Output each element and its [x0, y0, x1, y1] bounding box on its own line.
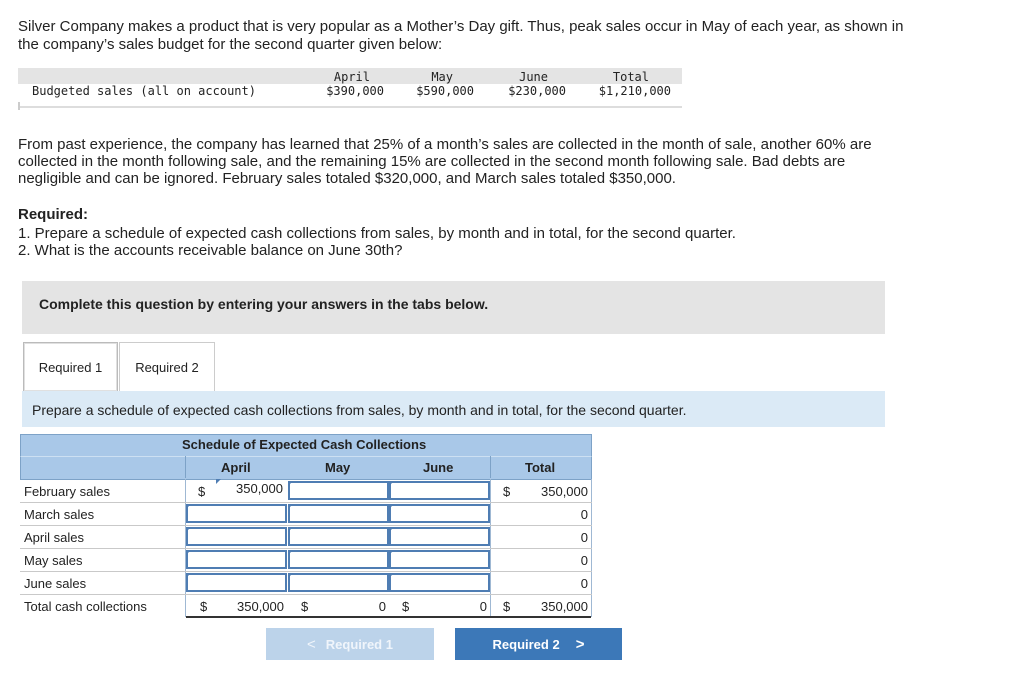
tab-prompt-text: Prepare a schedule of expected cash collections from sales, by month and in total, for the second quarter.	[32, 402, 687, 418]
next-button-label: Required 2	[492, 636, 560, 652]
budget-value-may: $590,000	[416, 84, 474, 98]
budget-month-june: June	[519, 70, 548, 84]
chevron-right-icon: >	[575, 635, 585, 653]
june-april-input[interactable]	[186, 573, 287, 592]
may-june-input[interactable]	[389, 550, 490, 569]
instruction-text: Complete this question by entering your answers in the tabs below.	[39, 296, 489, 312]
row-line	[20, 571, 592, 572]
june-total: 0	[580, 576, 588, 591]
march-june-input[interactable]	[389, 504, 490, 523]
tab-prompt-bar	[22, 391, 885, 427]
intro-line-2: the company’s sales budget for the second quarter given below:	[18, 36, 443, 53]
budget-footer-tick	[18, 102, 20, 110]
collection-line-2: collected in the month following sale, and the remaining 15% are collected in the second month following sale. Bad debts are	[18, 153, 846, 170]
currency-sign: $	[198, 484, 206, 499]
cash-collections-schedule	[20, 434, 592, 618]
row-label-april: April sales	[24, 530, 84, 545]
may-total: 0	[580, 553, 588, 568]
next-required-2-button[interactable]	[455, 628, 622, 660]
instruction-bar	[22, 281, 885, 334]
column-header-june: June	[423, 460, 454, 475]
june-may-input[interactable]	[288, 573, 389, 592]
budget-value-april: $390,000	[326, 84, 384, 98]
row-line	[20, 548, 592, 549]
currency-sign: $	[301, 599, 309, 614]
budget-month-total: Total	[612, 70, 649, 84]
currency-sign: $	[503, 599, 511, 614]
required-1-text: 1. Prepare a schedule of expected cash collections from sales, by month and in total, for the second quarter.	[18, 225, 736, 242]
prev-required-1-button[interactable]	[266, 628, 434, 660]
row-label-february: February sales	[24, 484, 110, 499]
currency-sign: $	[200, 599, 208, 614]
budget-row-label: Budgeted sales (all on account)	[32, 84, 256, 98]
april-total: 0	[580, 530, 588, 545]
collection-line-1: From past experience, the company has learned that 25% of a month’s sales are collected in the month of sale, another 60% are	[18, 136, 872, 153]
total-april: 350,000	[237, 599, 284, 614]
row-label-june: June sales	[24, 576, 87, 591]
header-divider	[185, 456, 186, 478]
column-header-total: Total	[525, 460, 556, 475]
may-may-input[interactable]	[288, 550, 389, 569]
april-april-input[interactable]	[186, 527, 287, 546]
schedule-column-header-band	[20, 456, 592, 480]
prev-button-label: Required 1	[325, 636, 393, 652]
column-header-april: April	[221, 460, 251, 475]
total-total: 350,000	[541, 599, 588, 614]
march-may-input[interactable]	[288, 504, 389, 523]
total-june: 0	[479, 599, 487, 614]
currency-sign: $	[503, 484, 511, 499]
april-june-input[interactable]	[389, 527, 490, 546]
february-may-input[interactable]	[288, 481, 389, 500]
chevron-left-icon: <	[307, 635, 316, 653]
required-2-text: 2. What is the accounts receivable balance on June 30th?	[18, 242, 403, 259]
march-total: 0	[580, 507, 588, 522]
row-label-may: May sales	[24, 553, 83, 568]
april-may-input[interactable]	[288, 527, 389, 546]
february-total: 350,000	[541, 484, 588, 499]
budget-month-may: May	[431, 70, 453, 84]
tab-required-2[interactable]	[119, 342, 215, 391]
march-april-input[interactable]	[186, 504, 287, 523]
february-june-input[interactable]	[389, 481, 490, 500]
schedule-title: Schedule of Expected Cash Collections	[182, 437, 427, 452]
budget-table	[18, 68, 682, 110]
budget-value-june: $230,000	[508, 84, 566, 98]
budget-footer-line	[18, 106, 682, 108]
header-divider	[490, 456, 491, 478]
budget-month-april: April	[333, 70, 370, 84]
total-double-underline	[186, 616, 591, 618]
row-label-total-cash: Total cash collections	[24, 599, 147, 614]
currency-sign: $	[402, 599, 410, 614]
column-header-may: May	[325, 460, 351, 475]
total-may: 0	[378, 599, 386, 614]
february-april-input[interactable]: 350,000	[218, 481, 286, 500]
required-heading: Required:	[18, 206, 89, 223]
row-line	[20, 525, 592, 526]
collection-line-3: negligible and can be ignored. February sales totaled $320,000, and March sales totaled $350,000.	[18, 170, 676, 187]
tab-required-1-label: Required 1	[38, 359, 103, 375]
tab-required-1[interactable]	[23, 342, 118, 391]
may-april-input[interactable]	[186, 550, 287, 569]
row-line	[20, 502, 592, 503]
budget-value-total: $1,210,000	[598, 84, 671, 98]
june-june-input[interactable]	[389, 573, 490, 592]
row-label-march: March sales	[24, 507, 95, 522]
tab-required-2-label: Required 2	[135, 359, 199, 375]
row-line	[20, 594, 592, 595]
intro-line-1: Silver Company makes a product that is very popular as a Mother’s Day gift. Thus, peak sales occur in May of each year, as shown in	[18, 18, 904, 35]
